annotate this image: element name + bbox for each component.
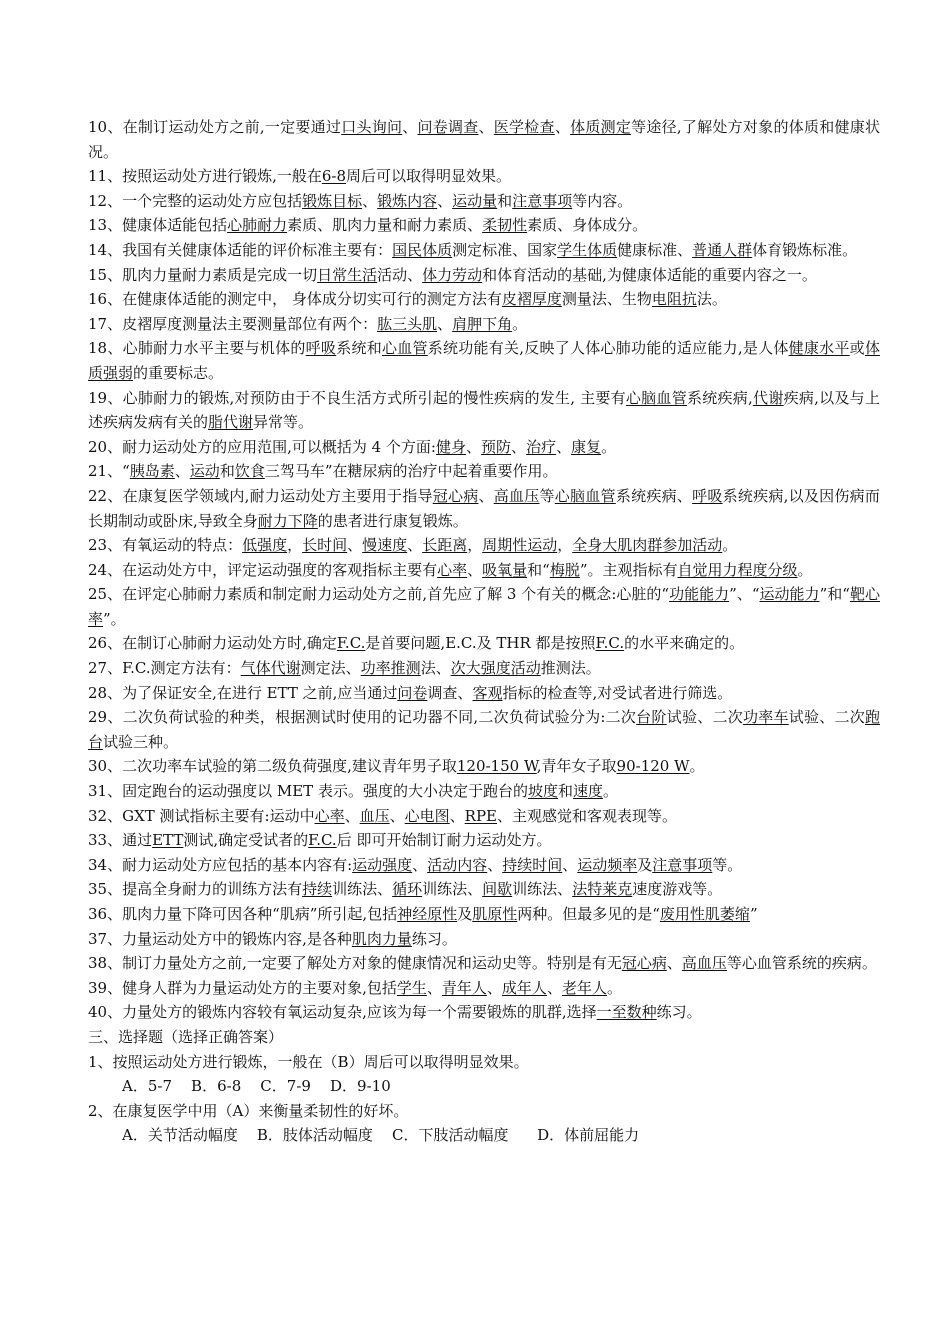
item-text: 、 [412,855,428,874]
answer-blank: 学生体质 [557,240,618,259]
list-item [88,287,880,312]
answer-blank: 跑台 [88,708,880,751]
list-item [88,754,880,779]
answer-blank: 医学检查 [493,118,555,136]
list-item [88,1000,880,1025]
answer-blank: 循环 [392,880,423,899]
answer-blank: 青年人 [441,978,487,997]
question-options: A．5-7 B．6-8 C．7-9 D．9-10 [122,1077,391,1096]
item-text: 试验、二次 [666,708,743,727]
item-text: 。 [797,560,813,579]
answer-blank: F.C. [308,831,337,850]
answer-blank: 神经原性 [397,905,458,923]
item-text: 练习。 [411,929,457,948]
item-text: 22、在康复医学领域内,耐力运动处方主要用于指导 [88,486,433,505]
answer-blank: 自觉用力程度分级 [677,560,798,579]
answer-blank: 全身大肌肉群参加活动 [572,536,723,555]
item-text: 25、在评定心肺耐力素质和制定耐力运动处方之前,首先应了解 3 个有关的概念:心脏的“ [88,585,670,604]
list-item [88,115,880,164]
item-text: 试验、二次 [788,708,865,727]
answer-blank: 冠心病 [621,954,667,973]
list-item [88,705,880,754]
item-text: 、 [546,978,562,997]
answer-blank: 功率推测 [360,659,421,678]
answer-blank: 问卷 [397,683,428,702]
item-text: 、 [407,536,423,555]
answer-blank: 靶心率 [88,585,880,628]
item-text: 后 即可开始制订耐力运动处方。 [336,831,552,850]
answer-blank: 速度 [572,782,603,801]
answer-blank: 国民体质 [392,240,453,259]
item-text: 16、在健康体适能的测定中， 身体成分切实可行的测定方法有 [88,290,502,309]
list-item [88,386,880,435]
answer-blank: 血压 [359,806,390,825]
answer-blank: 客观 [472,683,503,702]
item-text: 。 [689,757,705,776]
item-text: 健康标准、 [617,240,693,259]
item-text: 29、二次负荷试验的种类，根据测试时使用的记功器不同,二次负荷试验分为:二次 [88,708,637,727]
answer-blank: 冠心病 [432,486,479,505]
answer-blank: 心率 [437,560,468,579]
list-item [88,238,880,263]
item-text: 11、按照运动处方进行锻炼,一般在 [88,167,322,186]
list-item [88,681,880,706]
item-text: 和 [497,191,513,210]
item-text: 。 [603,782,619,801]
answer-blank: 台阶 [636,708,667,727]
item-text: 20、耐力运动处方的应用范围,可以概括为 4 个方面: [88,437,436,456]
answer-blank: 耐力下降 [257,511,318,530]
answer-blank: F.C. [336,634,366,653]
document-body [88,115,880,1148]
answer-blank: 功能能力 [669,585,730,604]
item-text: 和 [219,462,235,481]
answer-blank: 预防 [481,437,512,456]
list-item [88,336,880,385]
item-text: 测试,确定受试者的 [183,831,309,850]
item-text: 、 [478,486,494,505]
list-item [88,312,880,337]
list-item [88,484,880,533]
item-text: 、 [486,978,502,997]
item-text: 34、耐力运动处方应包括的基本内容有: [88,855,353,874]
list-item [88,459,880,484]
item-text: 系统疾病、 [615,486,693,505]
item-text: 、 [437,191,453,210]
answer-blank: 治疗 [526,437,557,456]
section-title: 三、选择题（选择正确答案） [88,1027,284,1046]
answer-blank: 心率 [314,806,345,825]
item-text: 是首要问题,E.C.及 THR 都是按照 [365,634,596,653]
list-item [88,656,880,681]
answer-blank: 高血压 [493,486,540,505]
item-text: 。 [722,536,738,555]
item-text: 、 [362,191,378,210]
item-text: ， [467,536,483,555]
item-text: 、 [344,806,360,825]
item-text: 素质、身体成分。 [527,216,648,235]
item-text: 的水平来确定的。 [624,634,745,653]
question-1 [88,1050,880,1099]
item-text: 19、心肺耐力的锻炼,对预防由于不良生活方式所引起的慢性疾病的发生, 主要有 [88,388,626,407]
item-text: 和 [557,782,573,801]
answer-blank: 功率车 [742,708,789,727]
item-text: 24、在运动处方中，评定运动强度的客观指标主要有 [88,560,438,579]
item-text: 、 [554,118,571,136]
answer-blank: 高血压 [681,954,727,973]
answer-blank: 饮食 [234,462,265,481]
item-text: 、主观感觉和客观表现等。 [497,806,678,825]
item-text: 、 [402,118,418,136]
answer-blank: 6-8 [321,167,347,186]
item-text: 、 [426,978,442,997]
list-item [88,877,880,902]
item-text: 法、 [420,659,451,678]
item-text: 。 [601,437,617,456]
item-text: 系统功能有关,反映了人体心肺功能的适应能力,是人体 [427,339,789,358]
item-text: 和体育活动的基础,为健康体适能的重要内容之一。 [482,265,817,284]
question-text: 2、在康复医学中用（A）来衡量柔韧性的好坏。 [88,1101,409,1120]
item-text: 周后可以取得明显效果。 [346,167,512,186]
item-text: 。 [606,978,622,997]
item-text: 和“ [527,560,550,579]
item-text: 系统和 [336,339,382,358]
answer-blank: 脂代谢 [208,413,254,432]
item-text: 练习。 [656,1003,702,1022]
item-text: 及 [457,905,473,923]
answer-blank: ETT [152,831,184,850]
item-text: 、 [347,536,363,555]
question-text: 1、按照运动处方进行锻炼，一般在（B）周后可以取得明显效果。 [88,1052,529,1071]
item-text: ”。主观指标有 [579,560,678,579]
answer-blank: 一至数种 [596,1003,657,1022]
item-text: 、 [389,806,405,825]
answer-blank: 锻炼内容 [377,191,438,210]
answer-blank: 胰岛素 [129,462,175,481]
list-item [88,533,880,558]
item-text: 27、F.C.测定方法有： [88,659,241,678]
item-text: 系统疾病,以及因伤病而长期制动或卧床,导致全身 [88,486,880,530]
item-text: 39、健身人群为力量运动处方的主要对象,包括 [88,978,397,997]
answer-blank: 心脑血管 [625,388,687,407]
item-text: 17、皮褶厚度测量法主要测量部位有两个： [88,314,378,333]
item-text: ” [749,905,758,923]
list-item [88,189,880,214]
answer-blank: 持续时间 [502,855,563,874]
answer-blank: 老年人 [561,978,607,997]
answer-blank: 运动 [189,462,220,481]
item-text: 、 [467,560,483,579]
answer-blank: 体质测定 [570,118,632,136]
answer-blank: 运动能力 [759,585,820,604]
answer-blank: 肩胛下角 [452,314,513,333]
item-text: 、 [437,314,453,333]
item-text: 等内容。 [572,191,633,210]
item-text: 、 [174,462,190,481]
item-text: 、 [466,437,482,456]
answer-blank: 肱三头肌 [377,314,438,333]
answer-blank: 长时间 [302,536,348,555]
item-text: 12、一个完整的运动处方应包括 [88,191,303,210]
item-text: 或 [849,339,865,358]
item-text: 37、力量运动处方中的锻炼内容,是各种 [88,929,352,948]
list-item [88,213,880,238]
item-text: 18、心肺耐力水平主要与机体的 [88,339,306,358]
answer-blank: 低强度 [242,536,288,555]
item-text: 13、健康体适能包括 [88,216,228,235]
answer-blank: 锻炼目标 [302,191,363,210]
item-text: 素质、肌肉力量和耐力素质、 [287,216,483,235]
item-text: 、 [556,437,572,456]
item-text: 14、我国有关健康体适能的评价标准主要有： [88,240,393,259]
item-text: 疾病,以及与上述疾病发病有关的 [88,388,880,432]
answer-blank: 废用性肌萎缩 [659,905,750,923]
item-text: 法。 [696,290,727,309]
item-text: 、 [562,855,578,874]
item-text: ,青年女子取 [536,757,617,776]
list-item [88,631,880,656]
list-item [88,558,880,583]
answer-blank: 长距离 [422,536,468,555]
answer-blank: RPE [464,806,498,825]
list-item [88,951,880,976]
item-text: 31、固定跑台的运动强度以 MET 表示。强度的大小决定于跑台的 [88,782,528,801]
item-text: 调查、 [427,683,473,702]
item-text: ”、“ [729,585,760,604]
list-item [88,853,880,878]
answer-blank: 体力劳动 [422,265,483,284]
item-text: 的重要标志。 [133,363,224,382]
item-text: 23、有氧运动的特点： [88,536,243,555]
item-text: 等心血管系统的疾病。 [726,954,877,973]
item-text: 试验三种。 [103,732,179,751]
answer-blank: 健康水平 [788,339,850,358]
answer-blank: 坡度 [527,782,558,801]
item-text: 、 [666,954,682,973]
list-item [88,779,880,804]
answer-blank: 法特莱克 [572,880,633,899]
item-text: 、 [478,118,494,136]
item-text: 训练法、 [512,880,573,899]
answer-blank: 口头询问 [341,118,403,136]
item-text: 32、GXT 测试指标主要有:运动中 [88,806,315,825]
item-text: 26、在制订心肺耐力运动处方时,确定 [88,634,337,653]
item-text: 。 [512,314,528,333]
item-text: 40、力量处方的锻炼内容较有氧运动复杂,应该为每一个需要锻炼的肌群,选择 [88,1003,597,1022]
item-text: 体育锻炼标准。 [752,240,858,259]
item-text: 指标的检查等,对受试者进行筛选。 [502,683,733,702]
item-text: 、 [449,806,465,825]
answer-blank: 心肺耐力 [227,216,288,235]
item-text: 的患者进行康复锻炼。 [317,511,468,530]
answer-blank: 慢速度 [362,536,408,555]
item-text: 30、二次功率车试验的第二级负荷强度,建议青年男子取 [88,757,457,776]
item-text: 测定标准、国家 [452,240,558,259]
answer-blank: 次大强度活动 [450,659,541,678]
item-text: ”和“ [819,585,850,604]
answer-blank: 肌肉力量 [351,929,412,948]
answer-blank: 呼吸 [305,339,337,358]
answer-blank: 周期性运动 [482,536,558,555]
answer-blank: 运动频率 [577,855,638,874]
item-text: ， [287,536,303,555]
item-text: 及 [637,855,653,874]
answer-blank: 柔韧性 [482,216,528,235]
answer-blank: 日常生活 [317,265,378,284]
answer-blank: 间歇 [482,880,513,899]
item-text: 速度游戏等。 [632,880,723,899]
answer-blank: 持续 [302,880,333,899]
answer-blank: 代谢 [752,388,784,407]
answer-blank: 心血管 [381,339,428,358]
question-2 [88,1099,880,1148]
item-text: 推测法。 [540,659,601,678]
list-item [88,976,880,1001]
question-options: A．关节活动幅度 B．肢体活动幅度 C．下肢活动幅度 D．体前屈能力 [122,1126,640,1145]
answer-blank: 康复 [571,437,602,456]
item-text: 28、为了保证安全,在进行 ETT 之前,应当通过 [88,683,398,702]
answer-blank: 吸氧量 [482,560,528,579]
list-item [88,927,880,952]
item-text: 异常等。 [253,413,314,432]
answer-blank: 注意事项 [512,191,573,210]
item-text: 33、通过 [88,831,153,850]
item-text: 38、制订力量处方之前,一定要了解处方对象的健康情况和运动史等。特别是有无 [88,954,622,973]
answer-blank: 活动内容 [427,855,488,874]
list-item [88,263,880,288]
answer-blank: 运动量 [452,191,498,210]
fill-in-blank-list [88,115,880,1025]
answer-blank: 运动强度 [352,855,413,874]
answer-blank: 心脑血管 [554,486,616,505]
item-text: 等。 [712,855,743,874]
item-text: 测量法、生物 [561,290,652,309]
list-item [88,164,880,189]
list-item [88,804,880,829]
item-text: 测定法、 [300,659,361,678]
answer-blank: 梅脱 [549,560,580,579]
item-text: 系统疾病, [686,388,753,407]
item-text: 训练法、 [332,880,393,899]
item-text: 35、提高全身耐力的训练方法有 [88,880,303,899]
item-text: 等 [539,486,555,505]
answer-blank: 成年人 [501,978,547,997]
answer-blank: 健身 [436,437,467,456]
answer-blank: 90-120 W [616,757,690,776]
answer-blank: 气体代谢 [240,659,301,678]
item-text: 10、在制订运动处方之前,一定要通过 [88,118,342,136]
answer-blank: 普通人群 [692,240,753,259]
list-item [88,435,880,460]
answer-blank: 呼吸 [692,486,723,505]
item-text: 15、肌肉力量耐力素质是完成一切 [88,265,318,284]
item-text: 21、“ [88,462,130,481]
answer-blank: 问卷调查 [417,118,479,136]
item-text: 、 [487,855,503,874]
answer-blank: 心电图 [404,806,450,825]
answer-blank: 肌原性 [472,905,518,923]
list-item [88,828,880,853]
item-text: 三驾马车”在糖尿病的治疗中起着重要作用。 [264,462,558,481]
list-item [88,902,880,927]
answer-blank: 体质强弱 [88,339,880,382]
item-text: 等途径,了解处方对象的体质和健康状况。 [88,118,880,161]
answer-blank: 120-150 W [456,757,537,776]
list-item [88,582,880,631]
item-text: 、 [511,437,527,456]
answer-blank: 注意事项 [652,855,713,874]
item-text: 36、肌肉力量下降可因各种“肌病”所引起,包括 [88,905,398,923]
item-text: ， [557,536,573,555]
answer-blank: 皮褶厚度 [501,290,562,309]
item-text: 两种。但最多见的是“ [517,905,660,923]
item-text: ”。 [103,609,126,628]
item-text: 活动、 [377,265,423,284]
item-text: 训练法、 [422,880,483,899]
answer-blank: 学生 [396,978,427,997]
answer-blank: 电阻抗 [651,290,697,309]
answer-blank: F.C. [595,634,625,653]
